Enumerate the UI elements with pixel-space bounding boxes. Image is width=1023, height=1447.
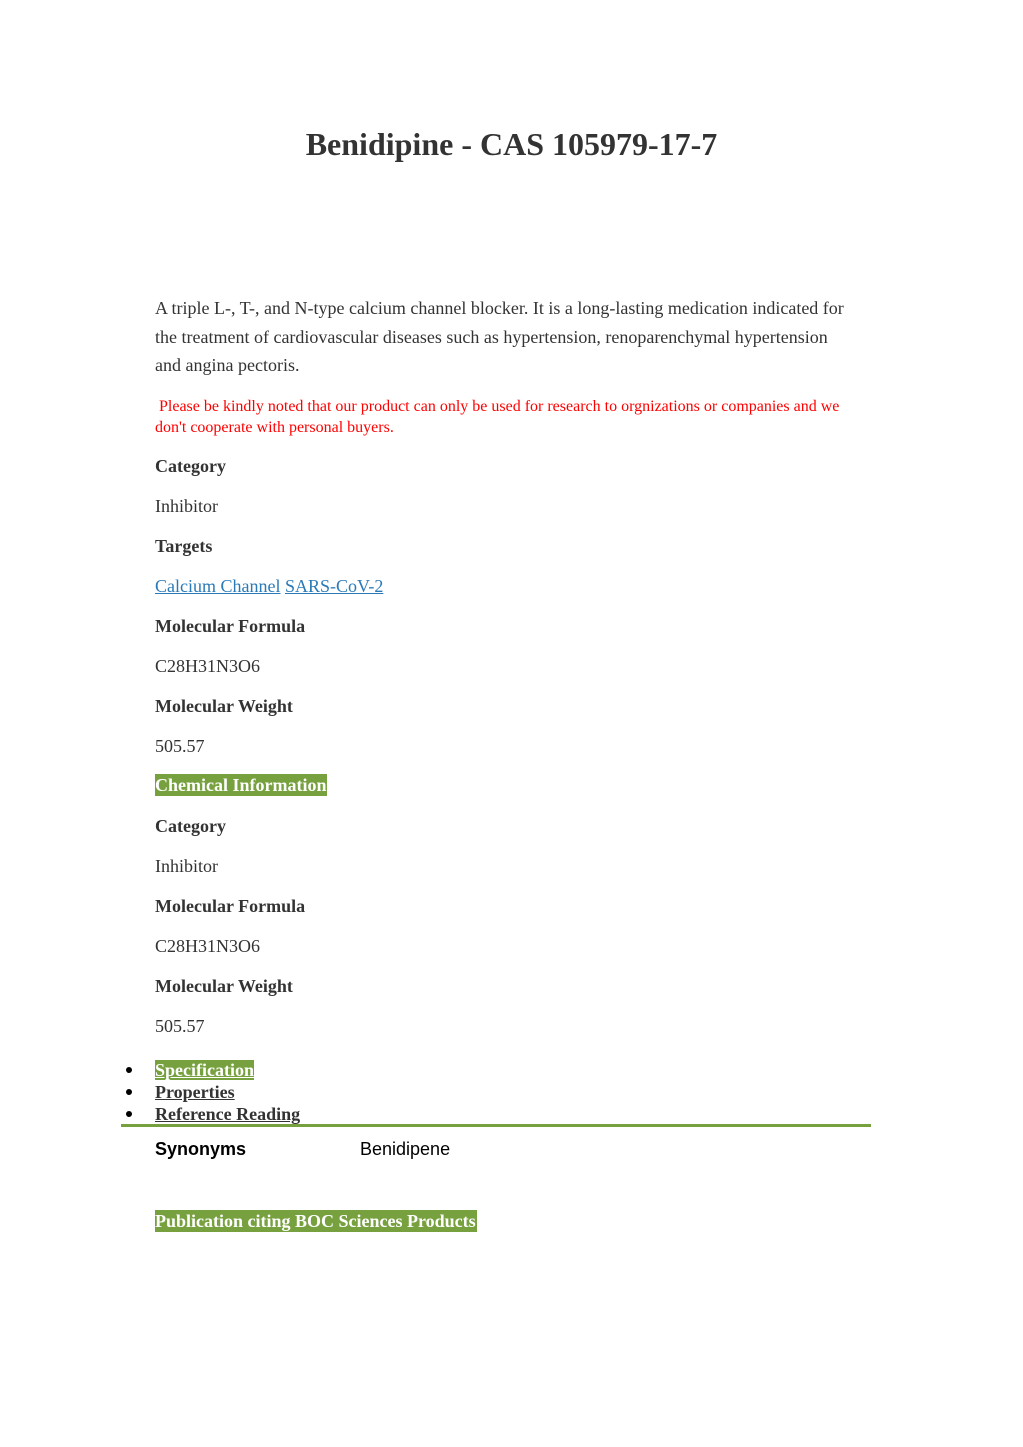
targets-label: Targets [155,536,213,556]
product-tabs [120,1059,871,1125]
weight-label: Molecular Weight [155,696,293,716]
target-link-sars-cov-2[interactable]: SARS-CoV-2 [284,576,384,596]
chem-category-label: Category [155,816,226,836]
targets-list [155,573,383,599]
formula-value: C28H31N3O6 [155,656,261,676]
chem-formula-label: Molecular Formula [155,896,306,916]
synonyms-label: Synonyms [155,1139,247,1159]
tab-specification[interactable] [120,1059,871,1081]
notice-text: Please be kindly noted that our product can only be used for research to orgnizations or companies and we don't cooperate with personal buyers. [155,397,840,436]
formula-label: Molecular Formula [155,616,306,636]
category-label: Category [155,456,226,476]
product-description [155,294,855,438]
weight-value: 505.57 [155,736,205,756]
page-title: Benidipine - CAS 105979-17-7 [305,126,718,162]
chem-weight-label: Molecular Weight [155,976,293,996]
chem-formula-value: C28H31N3O6 [155,936,261,956]
tab-properties[interactable] [120,1081,871,1103]
publication-heading: Publication citing BOC Sciences Products [155,1211,476,1231]
intro-text: A triple L-, T-, and N-type calcium channel blocker. It is a long-lasting medication indicated for the treatment of cardiovascular diseases such as hypertension, renoparenchymal hypertension and angina pectoris. [155,298,844,375]
category-value: Inhibitor [155,496,218,516]
synonyms-value: Benidipene [360,1139,451,1159]
tab-specification-label[interactable]: Specification [155,1060,254,1080]
tab-reference-reading[interactable] [120,1103,871,1125]
tabs-divider [121,1124,871,1127]
bullet-icon [126,1089,132,1095]
bullet-icon [126,1067,132,1073]
tab-reference-reading-label[interactable]: Reference Reading [155,1104,301,1124]
research-use-notice [155,396,855,438]
tab-properties-label[interactable]: Properties [155,1082,235,1102]
bullet-icon [126,1111,132,1117]
chem-category-value: Inhibitor [155,856,218,876]
chemical-information-heading: Chemical Information [155,775,327,795]
target-link-calcium-channel[interactable]: Calcium Channel [155,576,281,596]
chem-weight-value: 505.57 [155,1016,205,1036]
